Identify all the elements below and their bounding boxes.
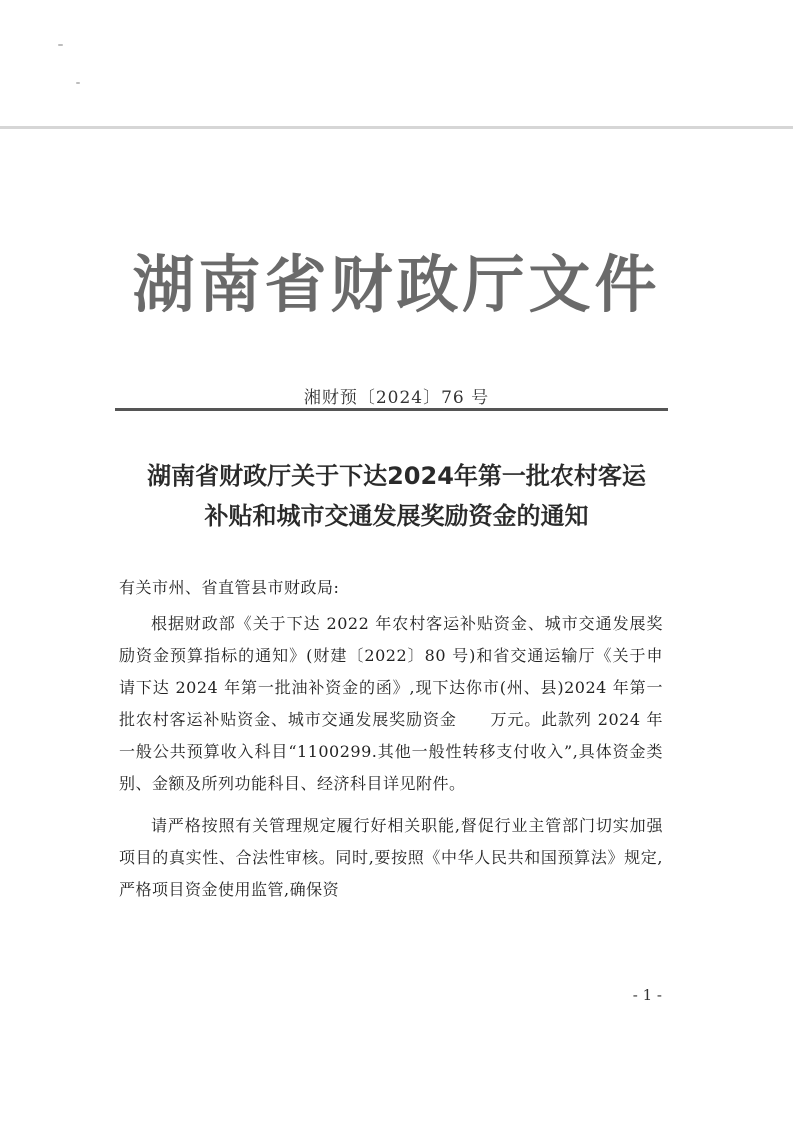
top-scan-line [0, 126, 793, 129]
salutation: 有关市州、省直管县市财政局: [119, 578, 340, 597]
document-body [119, 572, 663, 916]
scan-speck [58, 44, 63, 46]
document-title [80, 456, 713, 536]
body-paragraph-1: 根据财政部《关于下达 2022 年农村客运补贴资金、城市交通发展奖励资金预算指标的通知》(财建〔2022〕80 号)和省交通运输厅《关于申请下达 2024 年第一批油补资金的函》,现下达你市(州、县)2024 年第一批农村客运补贴资金、城市交通发展奖励资金 万元。此款列 2024 年一般公共预算收入科目“1100299.其他一般性转移支付收入”,具体资金类别、金额及所列功能科目、经济科目详见附件。 [119, 614, 663, 793]
scan-speck [76, 82, 80, 84]
title-line-2: 补贴和城市交通发展奖励资金的通知 [204, 502, 589, 530]
body-paragraph-2: 请严格按照有关管理规定履行好相关职能,督促行业主管部门切实加强项目的真实性、合法性审核。同时,要按照《中华人民共和国预算法》规定,严格项目资金使用监管,确保资 [119, 816, 663, 899]
document-number: 湘财预〔2024〕76 号 [303, 388, 490, 408]
page-number: - 1 - [632, 986, 662, 1004]
document-masthead: 湖南省财政厅文件 [132, 248, 661, 321]
title-line-1: 湖南省财政厅关于下达2024年第一批农村客运 [147, 462, 646, 490]
header-divider [115, 408, 668, 411]
